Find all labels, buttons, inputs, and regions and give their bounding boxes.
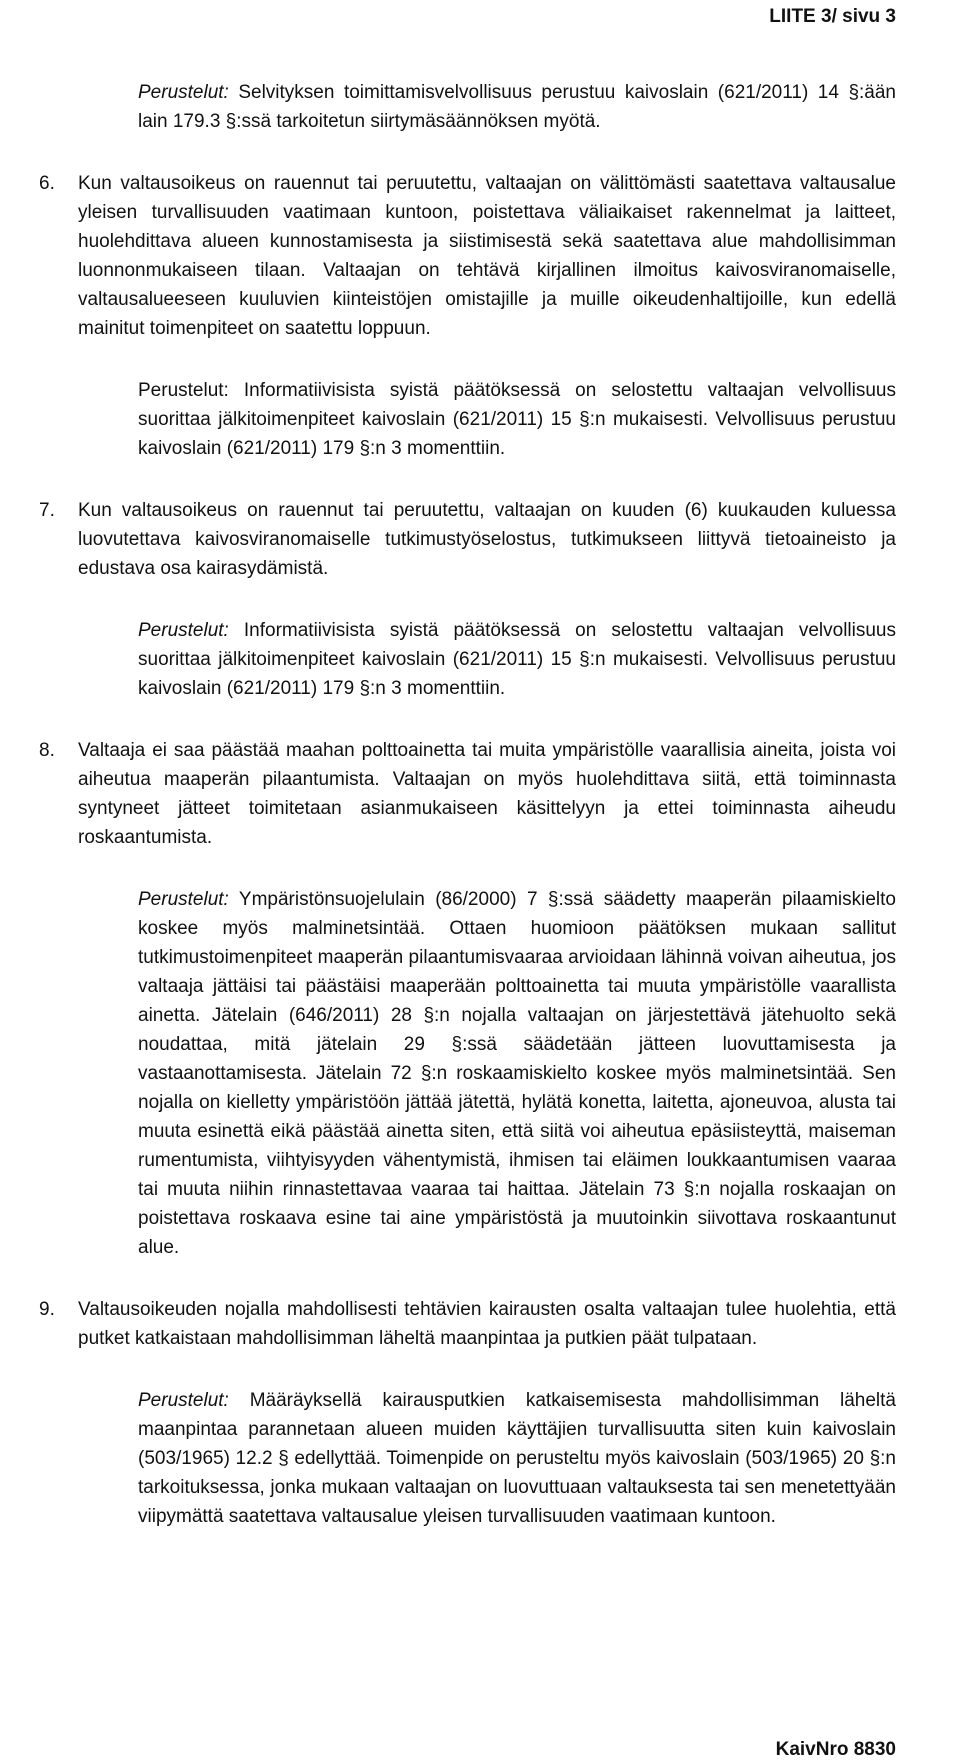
rationale-label: Perustelut: bbox=[138, 1390, 229, 1411]
rationale-label: Perustelut: bbox=[138, 620, 229, 641]
item-number: 7. bbox=[39, 500, 55, 521]
item-text: Kun valtausoikeus on rauennut tai peruutettu, valtaajan on välittömästi saatettava valtausalue yleisen turvallisuuden vaatimaan kuntoon, poistettava väliaikaiset rakennelmat ja laitteet, huolehdittava alueen kunnostamisesta ja siistimisestä sekä saatettava alue mahdollisimman luonnonmukaiseen tilaan. Valtaajan on tehtävä kirjallinen ilmoitus kaivosviranomaiselle, valtausalueeseen kuuluvien kiinteistöjen omistajille ja muille oikeudenhaltijoille, kun edellä mainitut toimenpiteet on saatettu loppuun. bbox=[78, 173, 896, 339]
rationale-6 bbox=[138, 376, 896, 463]
rationale-9 bbox=[138, 1386, 896, 1531]
item-text: Valtausoikeuden nojalla mahdollisesti tehtävien kairausten osalta valtaajan tulee huolehtia, että putket katkaistaan mahdollisimman läheltä maanpintaa ja putkien päät tulpataan. bbox=[78, 1299, 896, 1349]
item-text: Valtaaja ei saa päästää maahan polttoainetta tai muita ympäristölle vaarallisia aineita, joista voi aiheutua maaperän pilaantumista. Valtaajan on myös huolehdittava siitä, että toiminnasta syntyneet jätteet toimitetaan asianmukaiseen käsittelyyn ja ettei toiminnasta aiheudu roskaantumista. bbox=[78, 740, 896, 848]
rationale-text: Määräyksellä kairausputkien katkaisemisesta mahdollisimman läheltä maanpintaa parannetaan alueen muiden käyttäjien turvallisuutta siten kuin kaivoslain (503/1965) 12.2 § edellyttää. Toimenpide on perusteltu myös kaivoslain (503/1965) 20 §:n tarkoituksessa, jonka mukaan valtaajan on luovuttuaan valtauksesta tai sen menetettyään viipymättä saatettava valtausalue yleisen turvallisuuden vaatimaan kuntoon. bbox=[138, 1390, 896, 1527]
rationale-label: Perustelut: bbox=[138, 82, 229, 103]
item-number: 6. bbox=[39, 173, 55, 194]
condition-item-8 bbox=[39, 736, 896, 852]
condition-item-9 bbox=[39, 1295, 896, 1353]
document-number: KaivNro 8830 bbox=[775, 1739, 896, 1760]
rationale-text: Ympäristönsuojelulain (86/2000) 7 §:ssä säädetty maaperän pilaamiskielto koskee myös malminetsintää. Ottaen huomioon päätöksen mukaan sallitut tutkimustoimenpiteet maaperän pilaantumisvaaraa arvioidaan lähinnä voivan aiheutua, jos valtaaja jättäisi tai päästäisi maaperään polttoainetta tai muuta ympäristölle vaarallista ainetta. Jätelain (646/2011) 28 §:n nojalla valtaajan on järjestettävä jätehuolto sekä noudattaa, mitä jätelain 29 §:ssä säädetään jätteen luovuttamisesta ja vastaanottamisesta. Jätelain 72 §:n roskaamiskielto koskee myös malminetsintää. Sen nojalla on kielletty ympäristöön jättää jätettä, hylätä konetta, laitetta, ajoneuvoa, alusta tai muuta esinettä eikä päästää ainetta siten, että siitä voi aiheutua epäsiisteyttä, maiseman rumentumista, viihtyisyyden vähentymistä, ihmisen tai eläimen loukkaantumisen vaaraa tai muuta niihin rinnastettavaa vaaraa tai haittaa. Jätelain 73 §:n nojalla roskaajan on poistettava roskaava esine tai aine ympäristöstä ja muutoinkin siivottava roskaantunut alue. bbox=[138, 889, 896, 1258]
item-number: 9. bbox=[39, 1299, 55, 1320]
item-number: 8. bbox=[39, 740, 55, 761]
item-text: Kun valtausoikeus on rauennut tai peruutettu, valtaajan on kuuden (6) kuukauden kuluessa luovutettava kaivosviranomaiselle tutkimustyöselostus, tutkimukseen liittyvä tietoaineisto ja edustava osa kairasydämistä. bbox=[78, 500, 896, 579]
document-body bbox=[39, 78, 896, 1564]
rationale-7 bbox=[138, 616, 896, 703]
intro-rationale bbox=[138, 78, 896, 136]
condition-item-6 bbox=[39, 169, 896, 343]
rationale-8 bbox=[138, 885, 896, 1262]
rationale-label: Perustelut: bbox=[138, 889, 229, 910]
rationale-text: Informatiivisista syistä päätöksessä on selostettu valtaajan velvollisuus suorittaa jälkitoimenpiteet kaivoslain (621/2011) 15 §:n mukaisesti. Velvollisuus perustuu kaivoslain (621/2011) 179 §:n 3 momenttiin. bbox=[138, 380, 896, 459]
page-header: LIITE 3/ sivu 3 bbox=[769, 6, 896, 27]
rationale-text: Informatiivisista syistä päätöksessä on selostettu valtaajan velvollisuus suorittaa jälkitoimenpiteet kaivoslain (621/2011) 15 §:n mukaisesti. Velvollisuus perustuu kaivoslain (621/2011) 179 §:n 3 momenttiin. bbox=[138, 620, 896, 699]
condition-item-7 bbox=[39, 496, 896, 583]
rationale-text: Selvityksen toimittamisvelvollisuus perustuu kaivoslain (621/2011) 14 §:ään lain 179.3 §:ssä tarkoitetun siirtymäsäännöksen myötä. bbox=[138, 82, 896, 132]
rationale-label: Perustelut: bbox=[138, 380, 229, 401]
